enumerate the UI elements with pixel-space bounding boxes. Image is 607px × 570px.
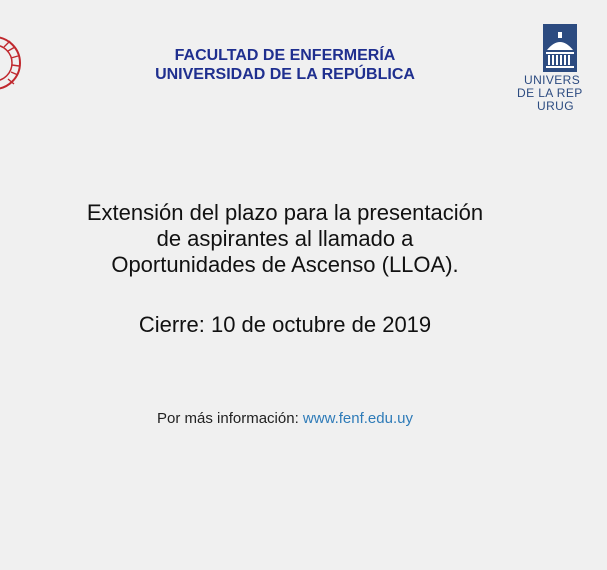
website-link[interactable]: www.fenf.edu.uy [302, 410, 413, 427]
facultad-enfermeria-seal-icon [0, 27, 22, 99]
announcement-text [20, 200, 550, 278]
more-info [60, 410, 510, 428]
udelar-text-line1: UNIVERS [524, 73, 581, 87]
udelar-building-icon [543, 24, 577, 72]
udelar-text-line2: DE LA REP [517, 86, 583, 100]
header-university: UNIVERSIDAD DE LA REPÚBLICA [155, 66, 415, 83]
announcement-line-2: de aspirantes al llamado a [156, 226, 414, 251]
udelar-logo-text [517, 74, 607, 113]
udelar-logo [517, 24, 583, 120]
institution-header [105, 46, 465, 84]
closing-date: Cierre: 10 de octubre de 2019 [138, 312, 432, 337]
announcement-line-3: Oportunidades de Ascenso (LLOA). [111, 252, 459, 277]
header-faculty: FACULTAD DE ENFERMERÍA [174, 47, 396, 64]
udelar-text-line3: URUG [537, 99, 574, 113]
more-info-label: Por más información: [157, 410, 303, 427]
announcement-line-1: Extensión del plazo para la presentación [86, 200, 484, 225]
